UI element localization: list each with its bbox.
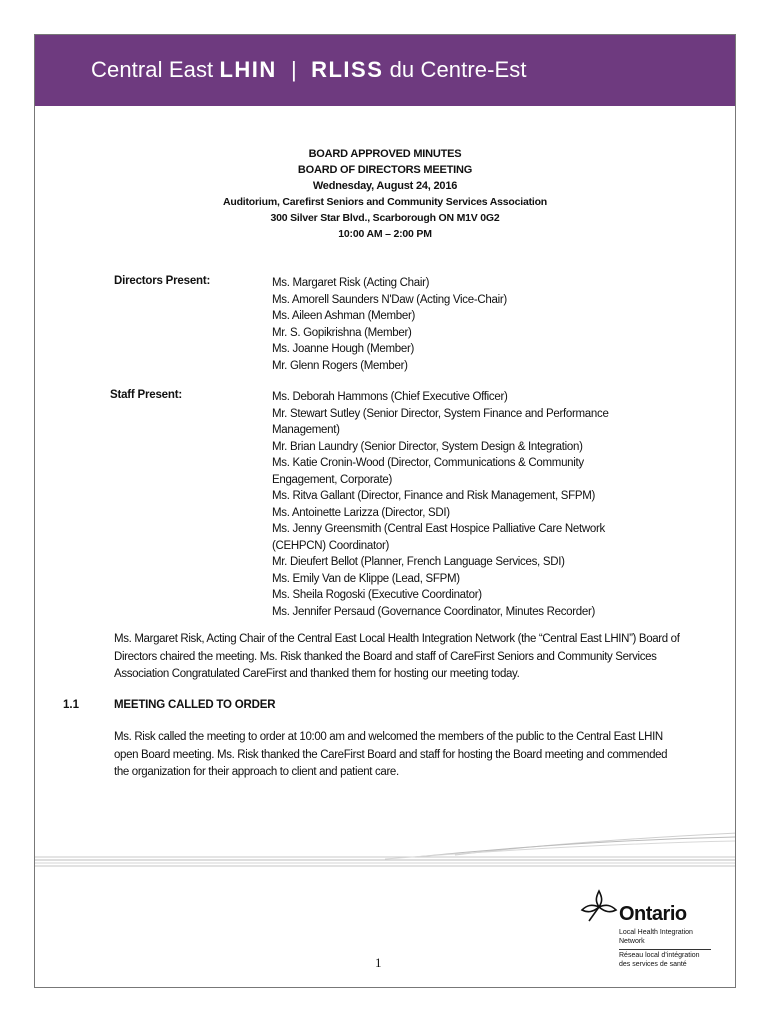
director-name: Ms. Joanne Hough (Member) bbox=[272, 343, 415, 355]
intro-paragraph: Ms. Margaret Risk, Acting Chair of the Central East Local Health Integration Network (the “Central East LHIN”) Board of Directors chaired the meeting. Ms. Risk thanked the Board and staff of CareFirst Seniors and Community Services Association Congratulated CareFirst and thanked them for hosting our meeting today. bbox=[114, 633, 680, 680]
director-name: Ms. Amorell Saunders N'Daw (Acting Vice-Chair) bbox=[272, 293, 507, 306]
ontario-line-3: Réseau local d’intégration bbox=[619, 952, 700, 959]
footer-swoosh bbox=[35, 815, 736, 875]
staff-name: Mr. Stewart Sutley (Senior Director, System Finance and Performance Management) bbox=[272, 407, 609, 436]
staff-name: Ms. Sheila Rogoski (Executive Coordinator) bbox=[272, 589, 482, 601]
banner-central-east: Central East bbox=[91, 57, 214, 82]
lhin-banner bbox=[35, 35, 735, 106]
section-body: Ms. Risk called the meeting to order at 10:00 am and welcomed the members of the public to the Central East LHIN open Board meeting. Ms. Risk thanked the CareFirst Board and staff for hosting the Board meeting and commended the organization for their approach to client and patient care. bbox=[114, 731, 668, 778]
heading-line-1: BOARD APPROVED MINUTES bbox=[308, 148, 462, 160]
staff-name: Ms. Deborah Hammons (Chief Executive Officer) bbox=[272, 391, 508, 403]
staff-name: Ms. Emily Van de Klippe (Lead, SFPM) bbox=[272, 572, 460, 585]
staff-list bbox=[272, 389, 642, 620]
banner-lhin: LHIN bbox=[219, 57, 277, 82]
page-number: 1 bbox=[375, 955, 382, 970]
heading-line-2: BOARD OF DIRECTORS MEETING bbox=[297, 164, 473, 176]
staff-name: Ms. Jenny Greensmith (Central East Hospice Palliative Care Network (CEHPCN) Coordinator) bbox=[272, 523, 605, 552]
directors-label: Directors Present: bbox=[114, 275, 211, 287]
section-title: MEETING CALLED TO ORDER bbox=[114, 699, 276, 711]
ontario-line-4: des services de santé bbox=[619, 961, 687, 968]
banner-logo-text bbox=[91, 57, 527, 83]
staff-name: Mr. Brian Laundry (Senior Director, System Design & Integration) bbox=[272, 440, 583, 453]
document-page bbox=[34, 34, 736, 988]
banner-separator: | bbox=[291, 57, 297, 82]
director-name: Ms. Aileen Ashman (Member) bbox=[272, 310, 416, 322]
heading-date: Wednesday, August 24, 2016 bbox=[312, 180, 458, 192]
banner-du-centre-est: du Centre-Est bbox=[389, 57, 527, 82]
ontario-wordmark: Ontario bbox=[619, 903, 687, 925]
ontario-line-1: Local Health Integration bbox=[619, 929, 693, 936]
heading-address: 300 Silver Star Blvd., Scarborough ON M1V 0G2 bbox=[270, 212, 500, 224]
staff-name: Ms. Katie Cronin-Wood (Director, Communications & Community Engagement, Corporate) bbox=[272, 457, 584, 486]
staff-label: Staff Present: bbox=[110, 389, 182, 401]
director-name: Mr. Glenn Rogers (Member) bbox=[272, 359, 408, 372]
director-name: Mr. S. Gopikrishna (Member) bbox=[272, 326, 412, 339]
section-number: 1.1 bbox=[63, 699, 79, 711]
heading-time: 10:00 AM – 2:00 PM bbox=[338, 228, 432, 240]
directors-list bbox=[272, 275, 642, 374]
ontario-logo bbox=[579, 883, 729, 983]
director-name: Ms. Margaret Risk (Acting Chair) bbox=[272, 277, 430, 289]
trillium-icon bbox=[579, 887, 619, 927]
banner-rliss: RLISS bbox=[311, 57, 384, 82]
staff-name: Mr. Dieufert Bellot (Planner, French Language Services, SDI) bbox=[272, 556, 565, 568]
heading-location: Auditorium, Carefirst Seniors and Community Services Association bbox=[222, 196, 548, 208]
ontario-line-2: Network bbox=[619, 938, 645, 945]
staff-name: Ms. Jennifer Persaud (Governance Coordinator, Minutes Recorder) bbox=[272, 605, 596, 618]
document-heading bbox=[35, 146, 735, 242]
ontario-divider bbox=[619, 949, 711, 950]
staff-name: Ms. Antoinette Larizza (Director, SDI) bbox=[272, 506, 450, 519]
staff-name: Ms. Ritva Gallant (Director, Finance and Risk Management, SFPM) bbox=[272, 490, 596, 502]
